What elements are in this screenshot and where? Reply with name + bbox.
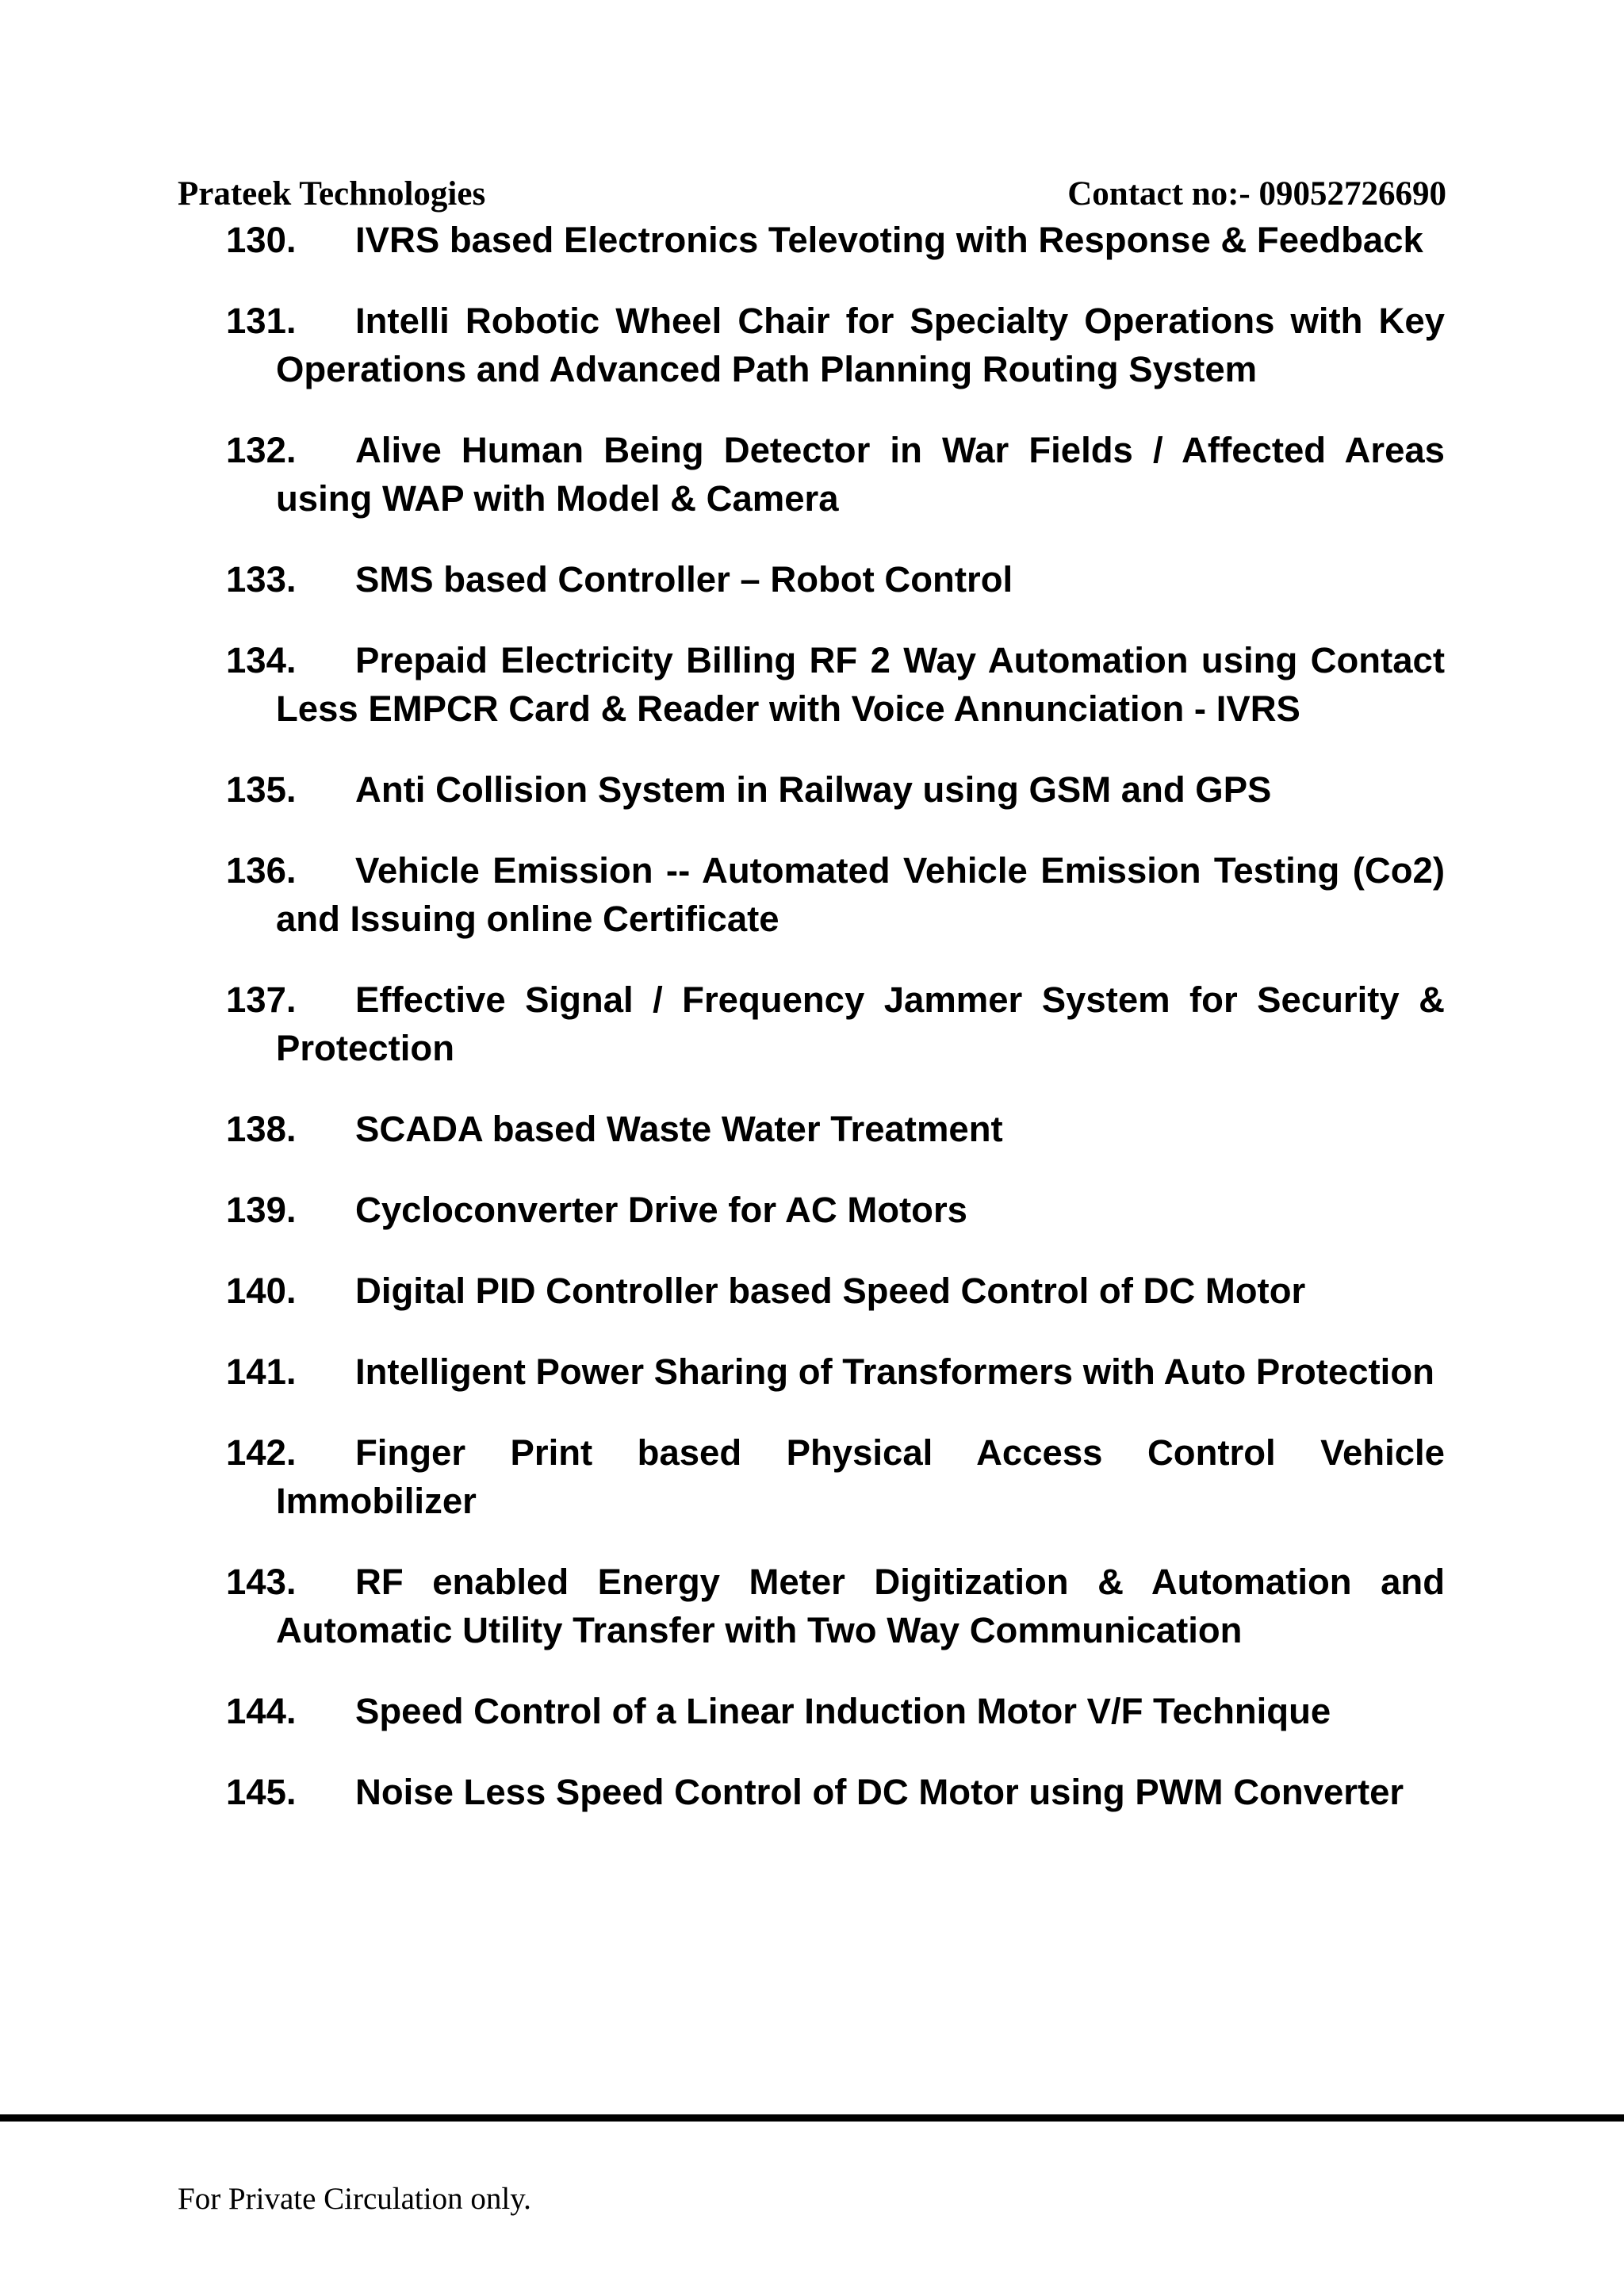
item-number: 133. [226, 559, 297, 600]
item-number: 141. [226, 1351, 297, 1392]
list-item [226, 1768, 1445, 1816]
company-name: Prateek Technologies [178, 175, 486, 213]
item-number: 145. [226, 1772, 297, 1812]
item-number: 140. [226, 1271, 297, 1311]
item-number: 130. [226, 220, 297, 260]
item-title: Cycloconverter Drive for AC Motors [355, 1190, 967, 1230]
list-item [226, 1347, 1445, 1396]
item-number: 144. [226, 1691, 297, 1731]
project-list [226, 216, 1445, 1849]
item-title: IVRS based Electronics Televoting with Response & Feedback [355, 220, 1423, 260]
item-number: 143. [226, 1562, 297, 1602]
item-title: Vehicle Emission -- Automated Vehicle Emission Testing (Co2) and Issuing online Certificate [276, 850, 1445, 939]
list-item [226, 1186, 1445, 1234]
item-number: 134. [226, 640, 297, 680]
item-title: Alive Human Being Detector in War Fields / Affected Areas using WAP with Model & Camera [276, 430, 1445, 519]
item-number: 137. [226, 979, 297, 1020]
item-number: 139. [226, 1190, 297, 1230]
item-number: 132. [226, 430, 297, 470]
list-item [226, 297, 1445, 393]
list-item [226, 1687, 1445, 1735]
item-title: Noise Less Speed Control of DC Motor using PWM Converter [355, 1772, 1404, 1812]
item-title: SCADA based Waste Water Treatment [355, 1109, 1003, 1149]
list-item [226, 636, 1445, 733]
list-item [226, 1267, 1445, 1315]
list-item [226, 765, 1445, 814]
item-title: Intelli Robotic Wheel Chair for Specialty Operations with Key Operations and Advanced Path Planning Routing System [276, 301, 1445, 389]
list-item [226, 216, 1445, 264]
item-number: 142. [226, 1432, 297, 1473]
item-title: RF enabled Energy Meter Digitization & Automation and Automatic Utility Transfer with Two Way Communication [276, 1562, 1445, 1650]
list-item [226, 1428, 1445, 1525]
list-item [226, 555, 1445, 604]
item-title: Digital PID Controller based Speed Control of DC Motor [355, 1271, 1306, 1311]
list-item [226, 1105, 1445, 1153]
item-title: SMS based Controller – Robot Control [355, 559, 1013, 600]
list-item [226, 976, 1445, 1072]
item-number: 131. [226, 301, 297, 341]
list-item [226, 426, 1445, 523]
item-title: Anti Collision System in Railway using GSM and GPS [355, 769, 1272, 810]
item-title: Effective Signal / Frequency Jammer System for Security & Protection [276, 979, 1445, 1068]
page-header [178, 174, 1446, 222]
footer-divider [0, 2114, 1624, 2122]
footer-note: For Private Circulation only. [178, 2182, 531, 2216]
contact-number: Contact no:- 09052726690 [1067, 175, 1446, 213]
item-number: 138. [226, 1109, 297, 1149]
item-title: Speed Control of a Linear Induction Motor V/F Technique [355, 1691, 1331, 1731]
list-item [226, 846, 1445, 943]
list-item [226, 1558, 1445, 1654]
item-number: 136. [226, 850, 297, 891]
item-title: Finger Print based Physical Access Control Vehicle Immobilizer [276, 1432, 1445, 1521]
item-title: Prepaid Electricity Billing RF 2 Way Automation using Contact Less EMPCR Card & Reader with Voice Annunciation - IVRS [276, 640, 1445, 729]
item-title: Intelligent Power Sharing of Transformers with Auto Protection [355, 1351, 1434, 1392]
item-number: 135. [226, 769, 297, 810]
